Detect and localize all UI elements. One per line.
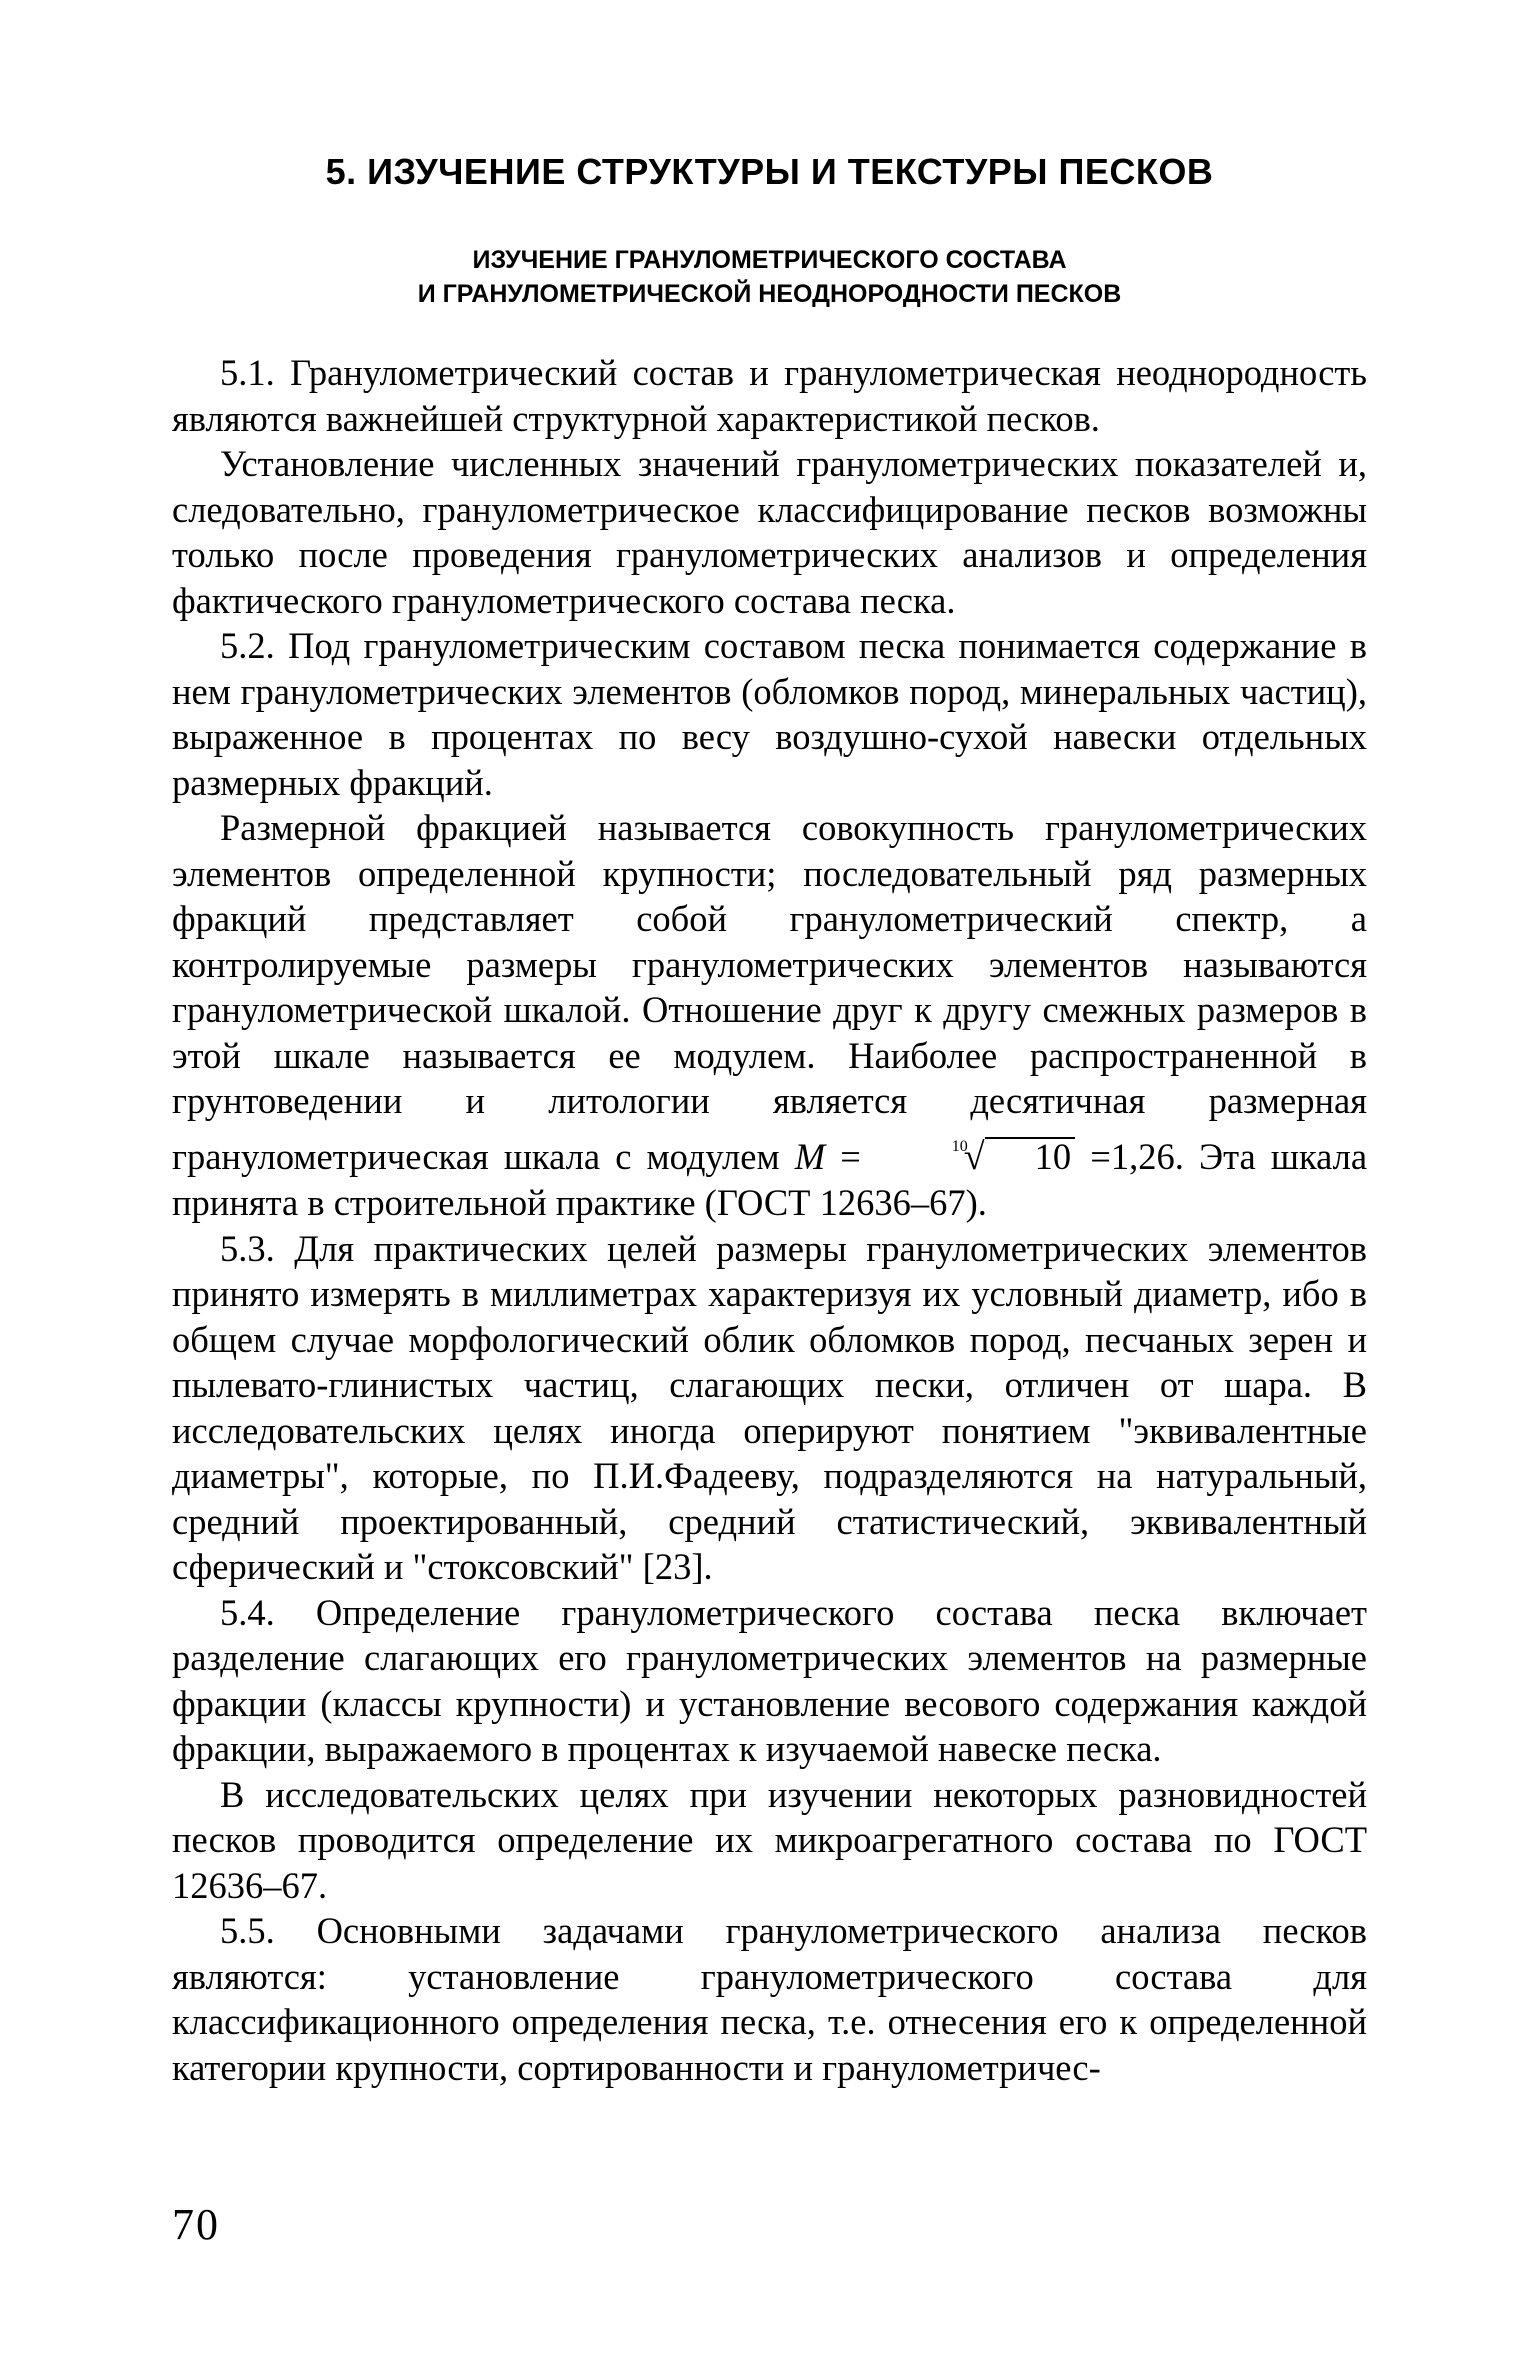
paragraph-5-1-continued: Установление численных значений гранулометрических показателей и, следовательно, гранулометрическое классифицирование песков возможны только после проведения гранулометрических анализов и определения фактического гранулометрического состава песка. — [172, 443, 1367, 621]
formula-value: =1,26. — [1090, 1135, 1184, 1177]
formula-root-index: 10 — [951, 1137, 968, 1155]
paragraph-5-1: 5.1. Гранулометрический состав и гранулометрическая неоднородность являются важнейшей структурной характеристикой песков. — [172, 352, 1367, 439]
paragraph-5-2b-text: Размерной фракцией называется совокупность гранулометрических элементов определенной крупности; последовательный ряд размерных фракций представляет собой гранулометрический спектр, а контролируемые размеры гранулометрических элементов называются гранулометрической шкалой. Отношение друг к другу смежных размеров в этой шкале называется ее модулем. Наиболее распространенной в грунтоведении и литологии является десятичная размерная гранулометрическая шкала с модулем — [172, 807, 1367, 1177]
paragraph-5-5: 5.5. Основными задачами гранулометрического анализа песков являются: установление гранулометрического состава для классификационного определения песка, т.е. отнесения его к определенной категории крупности, сортированности и гранулометричес- — [172, 1910, 1367, 2088]
body-text — [172, 350, 1367, 2090]
paragraph-5-3: 5.3. Для практических целей размеры гранулометрических элементов принято измерять в миллиметрах характеризуя их условный диаметр, ибо в общем случае морфологический облик обломков пород, песчаных зерен и пылевато-глинистых частиц, слагающих пески, отличен от шара. В исследовательских целях иногда оперируют понятием "эквивалентные диаметры", которые, по П.И.Фадееву, подразделяются на натуральный, средний проектированный, средний статистический, эквивалентный сферический и "стоксовский" [23]. — [172, 1227, 1367, 1587]
radical-sign-icon: √ — [963, 1135, 985, 1178]
paragraph-5-2: 5.2. Под гранулометрическим составом песка понимается содержание в нем гранулометрических элементов (обломков пород, минеральных частиц), выраженное в процентах по весу воздушно-сухой навески отдельных размерных фракций. — [172, 625, 1367, 803]
chapter-title: 5. ИЗУЧЕНИЕ СТРУКТУРЫ И ТЕКСТУРЫ ПЕСКОВ — [325, 151, 1214, 192]
section-title-line-1: ИЗУЧЕНИЕ ГРАНУЛОМЕТРИЧЕСКОГО СОСТАВА — [472, 246, 1067, 274]
formula-variable: M — [794, 1135, 826, 1177]
formula-equals: = — [840, 1135, 861, 1177]
paragraph-5-4-continued: В исследовательских целях при изучении некоторых разновидностей песков проводится определение их микроагрегатного состава по ГОСТ 12636–67. — [172, 1773, 1367, 1906]
paragraph-5-2b-end: Эта шкала принята в строительной практике (ГОСТ 12636–67). — [172, 1135, 1368, 1223]
paragraph-5-4: 5.4. Определение гранулометрического состава песка включает разделение слагающих его гранулометрических элементов на размерные фракции (классы крупности) и установление весового содержания каждой фракции, выражаемого в процентах к изучаемой навеске песка. — [172, 1591, 1367, 1769]
section-title-line-2: И ГРАНУЛОМЕТРИЧЕСКОЙ НЕОДНОРОДНОСТИ ПЕСКОВ — [417, 280, 1122, 308]
paragraph-5-2-continued — [172, 805, 1367, 1226]
page-number: 70 — [172, 2200, 220, 2249]
section-title — [172, 243, 1367, 311]
formula-radicand: 10 — [985, 1137, 1076, 1175]
formula — [795, 1136, 1184, 1177]
